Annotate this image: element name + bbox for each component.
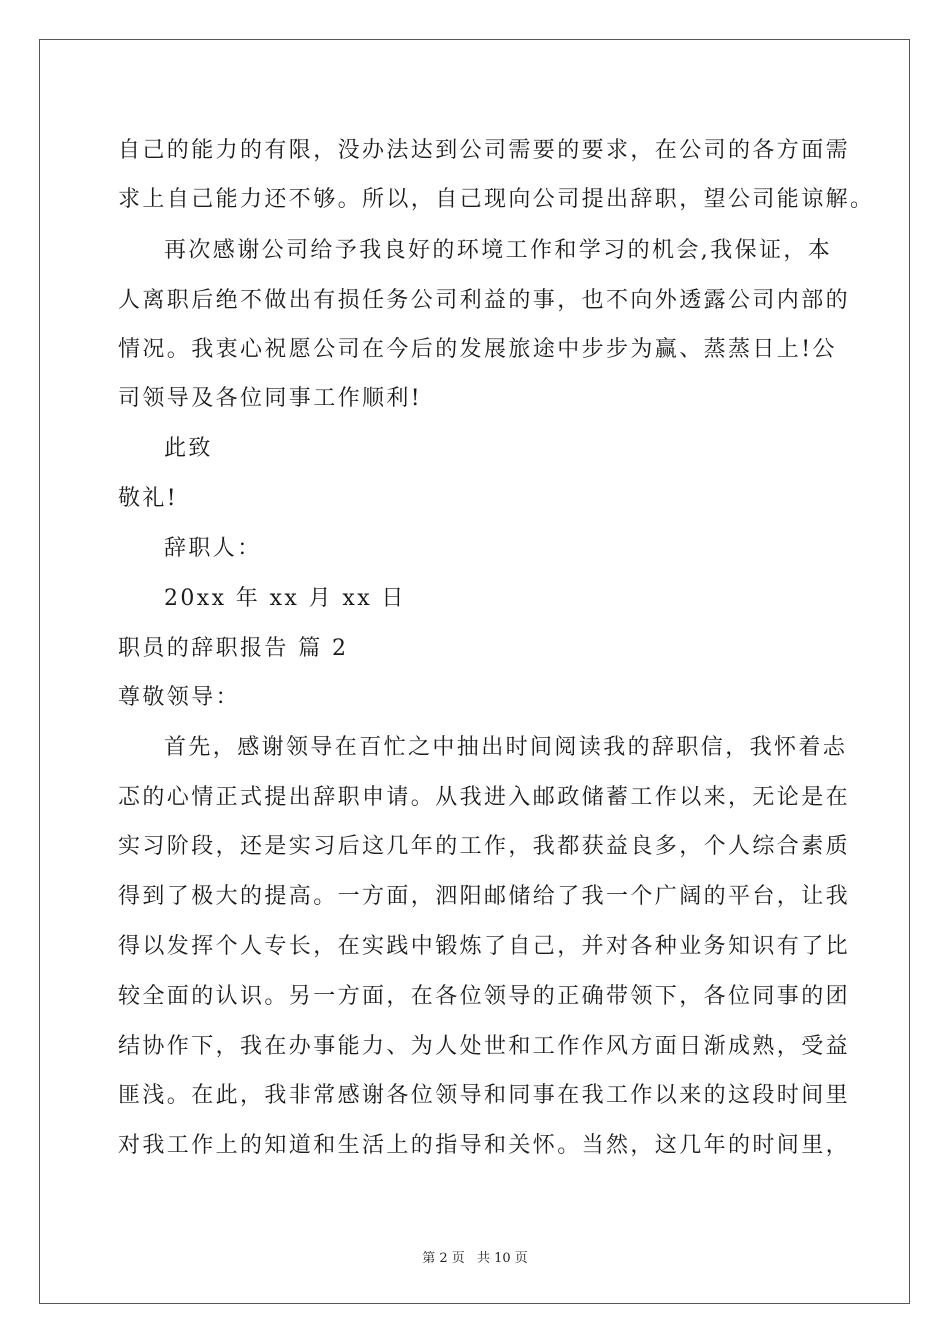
closing-regards: 敬礼! (118, 486, 179, 511)
body-line: 得以发挥个人专长，在实践中锻炼了自己，并对各种业务知识有了比 (118, 934, 851, 959)
body-line: 自己的能力的有限，没办法达到公司需要的要求，在公司的各方面需 (118, 138, 851, 163)
body-line: 得到了极大的提高。一方面，泗阳邮储给了我一个广阔的平台，让我 (118, 884, 851, 909)
body-line: 再次感谢公司给予我良好的环境工作和学习的机会,我保证，本 (164, 238, 833, 263)
greeting: 尊敬领导： (118, 685, 241, 710)
body-line: 首先，感谢领导在百忙之中抽出时间阅读我的辞职信，我怀着忐 (164, 735, 848, 760)
body-line: 人离职后绝不做出有损任务公司利益的事，也不向外透露公司内部的 (118, 288, 851, 313)
page-border (39, 39, 910, 1304)
page-number: 第 2 页 (422, 1251, 465, 1266)
date-line: 20xx 年 xx 月 xx 日 (164, 586, 406, 611)
body-line: 司领导及各位同事工作顺利! (118, 386, 423, 411)
body-line: 求上自己能力还不够。所以，自己现向公司提出辞职，望公司能谅解。 (118, 187, 875, 212)
body-line: 忑的心情正式提出辞职申请。从我进入邮政储蓄工作以来，无论是在 (118, 785, 851, 810)
body-line: 实习阶段，还是实习后这几年的工作，我都获益良多，个人综合素质 (118, 834, 851, 859)
body-line: 匪浅。在此，我非常感谢各位领导和同事在我工作以来的这段时间里 (118, 1083, 851, 1108)
total-pages: 共 10 页 (476, 1251, 528, 1266)
section-heading: 职员的辞职报告 篇 2 (118, 636, 349, 661)
body-line: 较全面的认识。另一方面，在各位领导的正确带领下，各位同事的团 (118, 984, 851, 1009)
body-line: 结协作下，我在办事能力、为人处世和工作作风方面日渐成熟，受益 (118, 1034, 851, 1059)
closing-salutation: 此致 (164, 436, 213, 461)
body-line: 情况。我衷心祝愿公司在今后的发展旅途中步步为赢、蒸蒸日上!公 (118, 337, 837, 362)
body-line: 对我工作上的知道和生活上的指导和关怀。当然，这几年的时间里， (118, 1133, 851, 1158)
signature-label: 辞职人： (164, 536, 262, 561)
page-footer (0, 1247, 950, 1266)
